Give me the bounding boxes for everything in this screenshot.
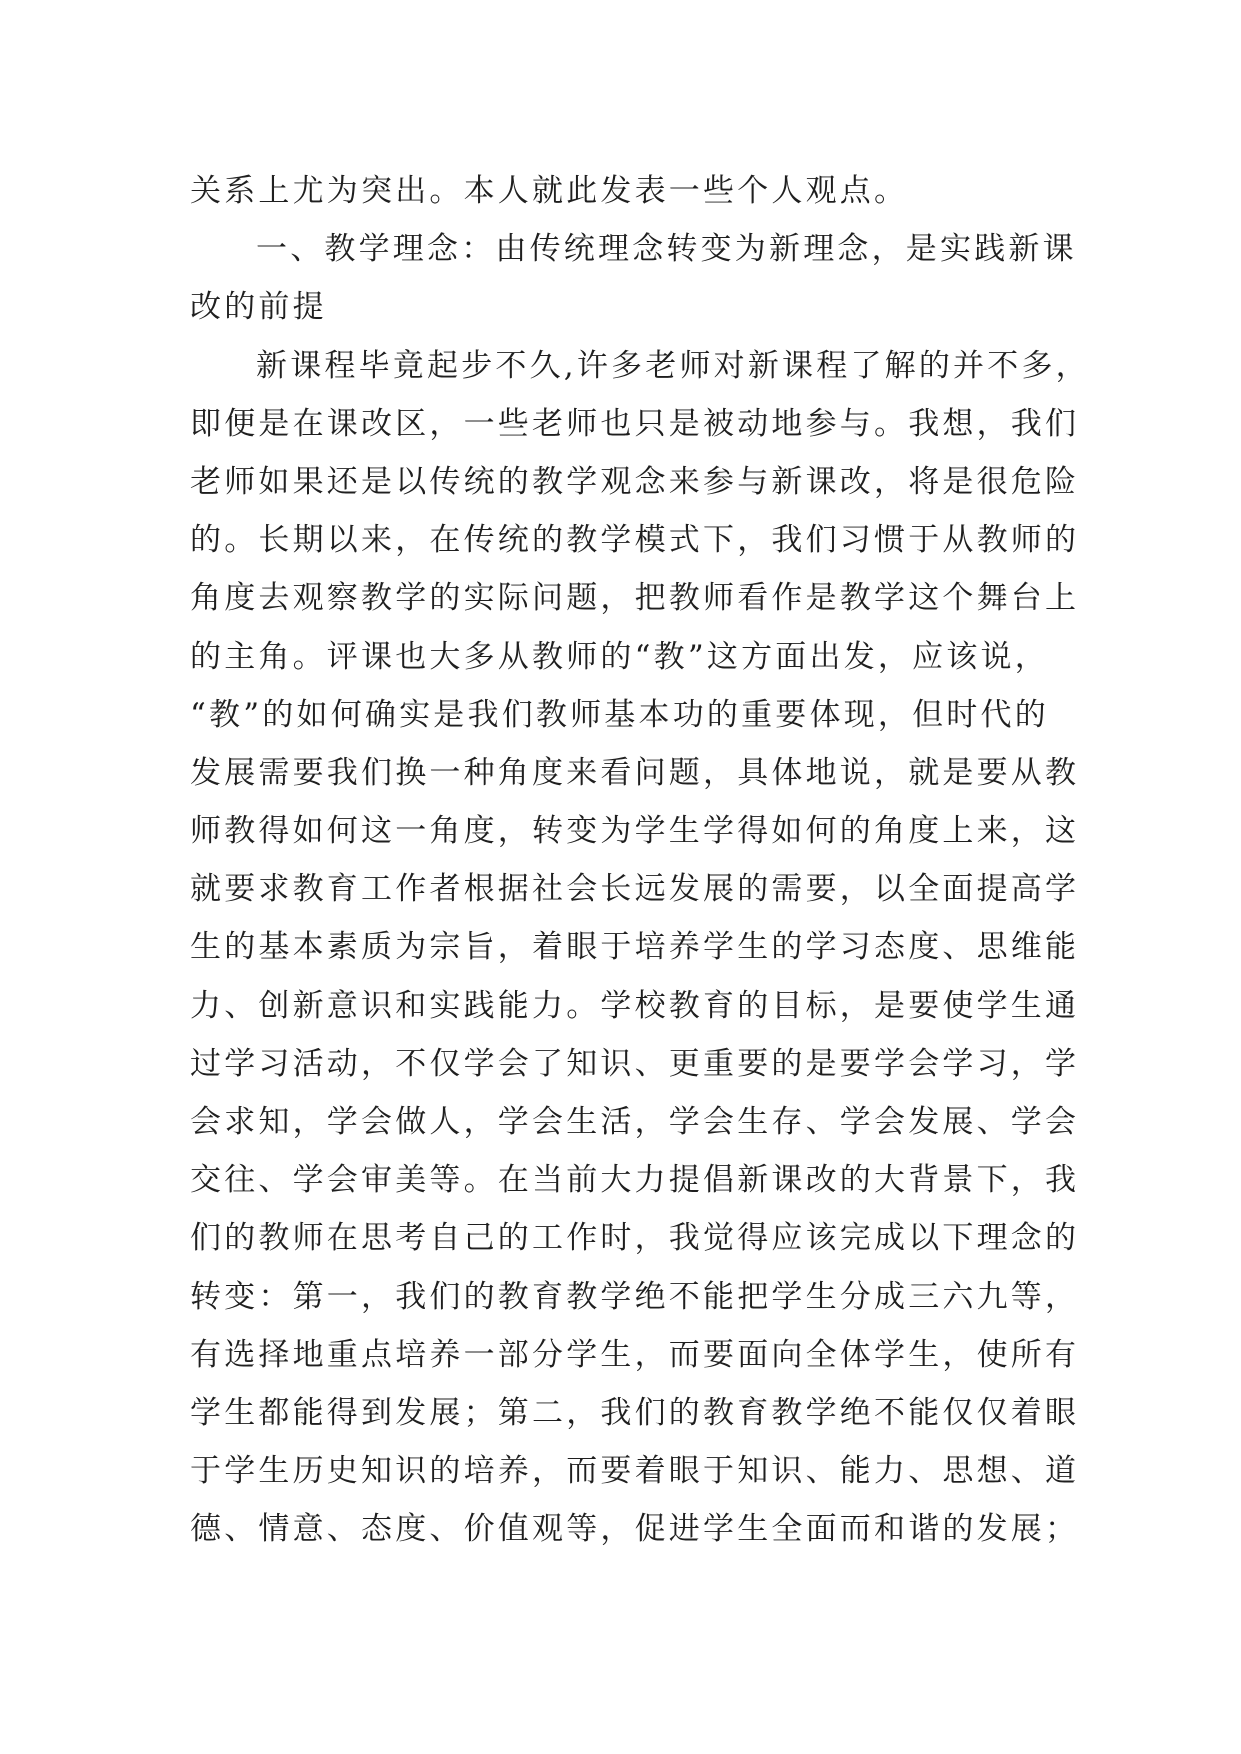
text-line: 力、创新意识和实践能力。学校教育的目标，是要使学生通: [190, 987, 1080, 1024]
text-line: 过学习活动，不仅学会了知识、更重要的是要学会学习，学: [190, 1045, 1080, 1082]
text-line: 就要求教育工作者根据社会长远发展的需要，以全面提高学: [190, 871, 1080, 908]
text-line: 们的教师在思考自己的工作时，我觉得应该完成以下理念的: [190, 1220, 1080, 1257]
section-heading-line: 一、教学理念：由传统理念转变为新理念，是实践新课: [256, 231, 1077, 268]
text-line: 发展需要我们换一种角度来看问题，具体地说，就是要从教: [190, 754, 1080, 791]
text-line: 的主角。评课也大多从教师的“教”这方面出发，应该说，: [190, 638, 1049, 675]
section-heading-line: 改的前提: [190, 289, 327, 326]
text-line: 于学生历史知识的培养，而要着眼于知识、能力、思想、道: [190, 1453, 1080, 1490]
text-line: 生的基本素质为宗旨，着眼于培养学生的学习态度、思维能: [190, 929, 1080, 966]
text-line: 有选择地重点培养一部分学生，而要面向全体学生，使所有: [190, 1336, 1080, 1373]
text-line: 师教得如何这一角度，转变为学生学得如何的角度上来，这: [190, 813, 1080, 850]
text-line: 的。长期以来，在传统的教学模式下，我们习惯于从教师的: [190, 522, 1080, 559]
text-line: “教”的如何确实是我们教师基本功的重要体现，但时代的: [190, 696, 1049, 733]
text-line: 德、情意、态度、价值观等，促进学生全面而和谐的发展；: [190, 1511, 1080, 1548]
text-line: 转变：第一，我们的教育教学绝不能把学生分成三六九等，: [190, 1278, 1080, 1315]
text-line: 即便是在课改区，一些老师也只是被动地参与。我想，我们: [190, 405, 1080, 442]
text-line: 关系上尤为突出。本人就此发表一些个人观点。: [190, 173, 909, 209]
text-line: 角度去观察教学的实际问题，把教师看作是教学这个舞台上: [190, 580, 1080, 617]
body-text: [190, 162, 1090, 1559]
text-line: 老师如果还是以传统的教学观念来参与新课改，将是很危险: [190, 463, 1080, 500]
text-line: 学生都能得到发展；第二，我们的教育教学绝不能仅仅着眼: [190, 1394, 1080, 1431]
paragraph-start-line: 新课程毕竟起步不久,许多老师对新课程了解的并不多，: [256, 347, 1090, 384]
text-line: 交往、学会审美等。在当前大力提倡新课改的大背景下，我: [190, 1162, 1080, 1199]
text-line: 会求知，学会做人，学会生活，学会生存、学会发展、学会: [190, 1104, 1080, 1140]
